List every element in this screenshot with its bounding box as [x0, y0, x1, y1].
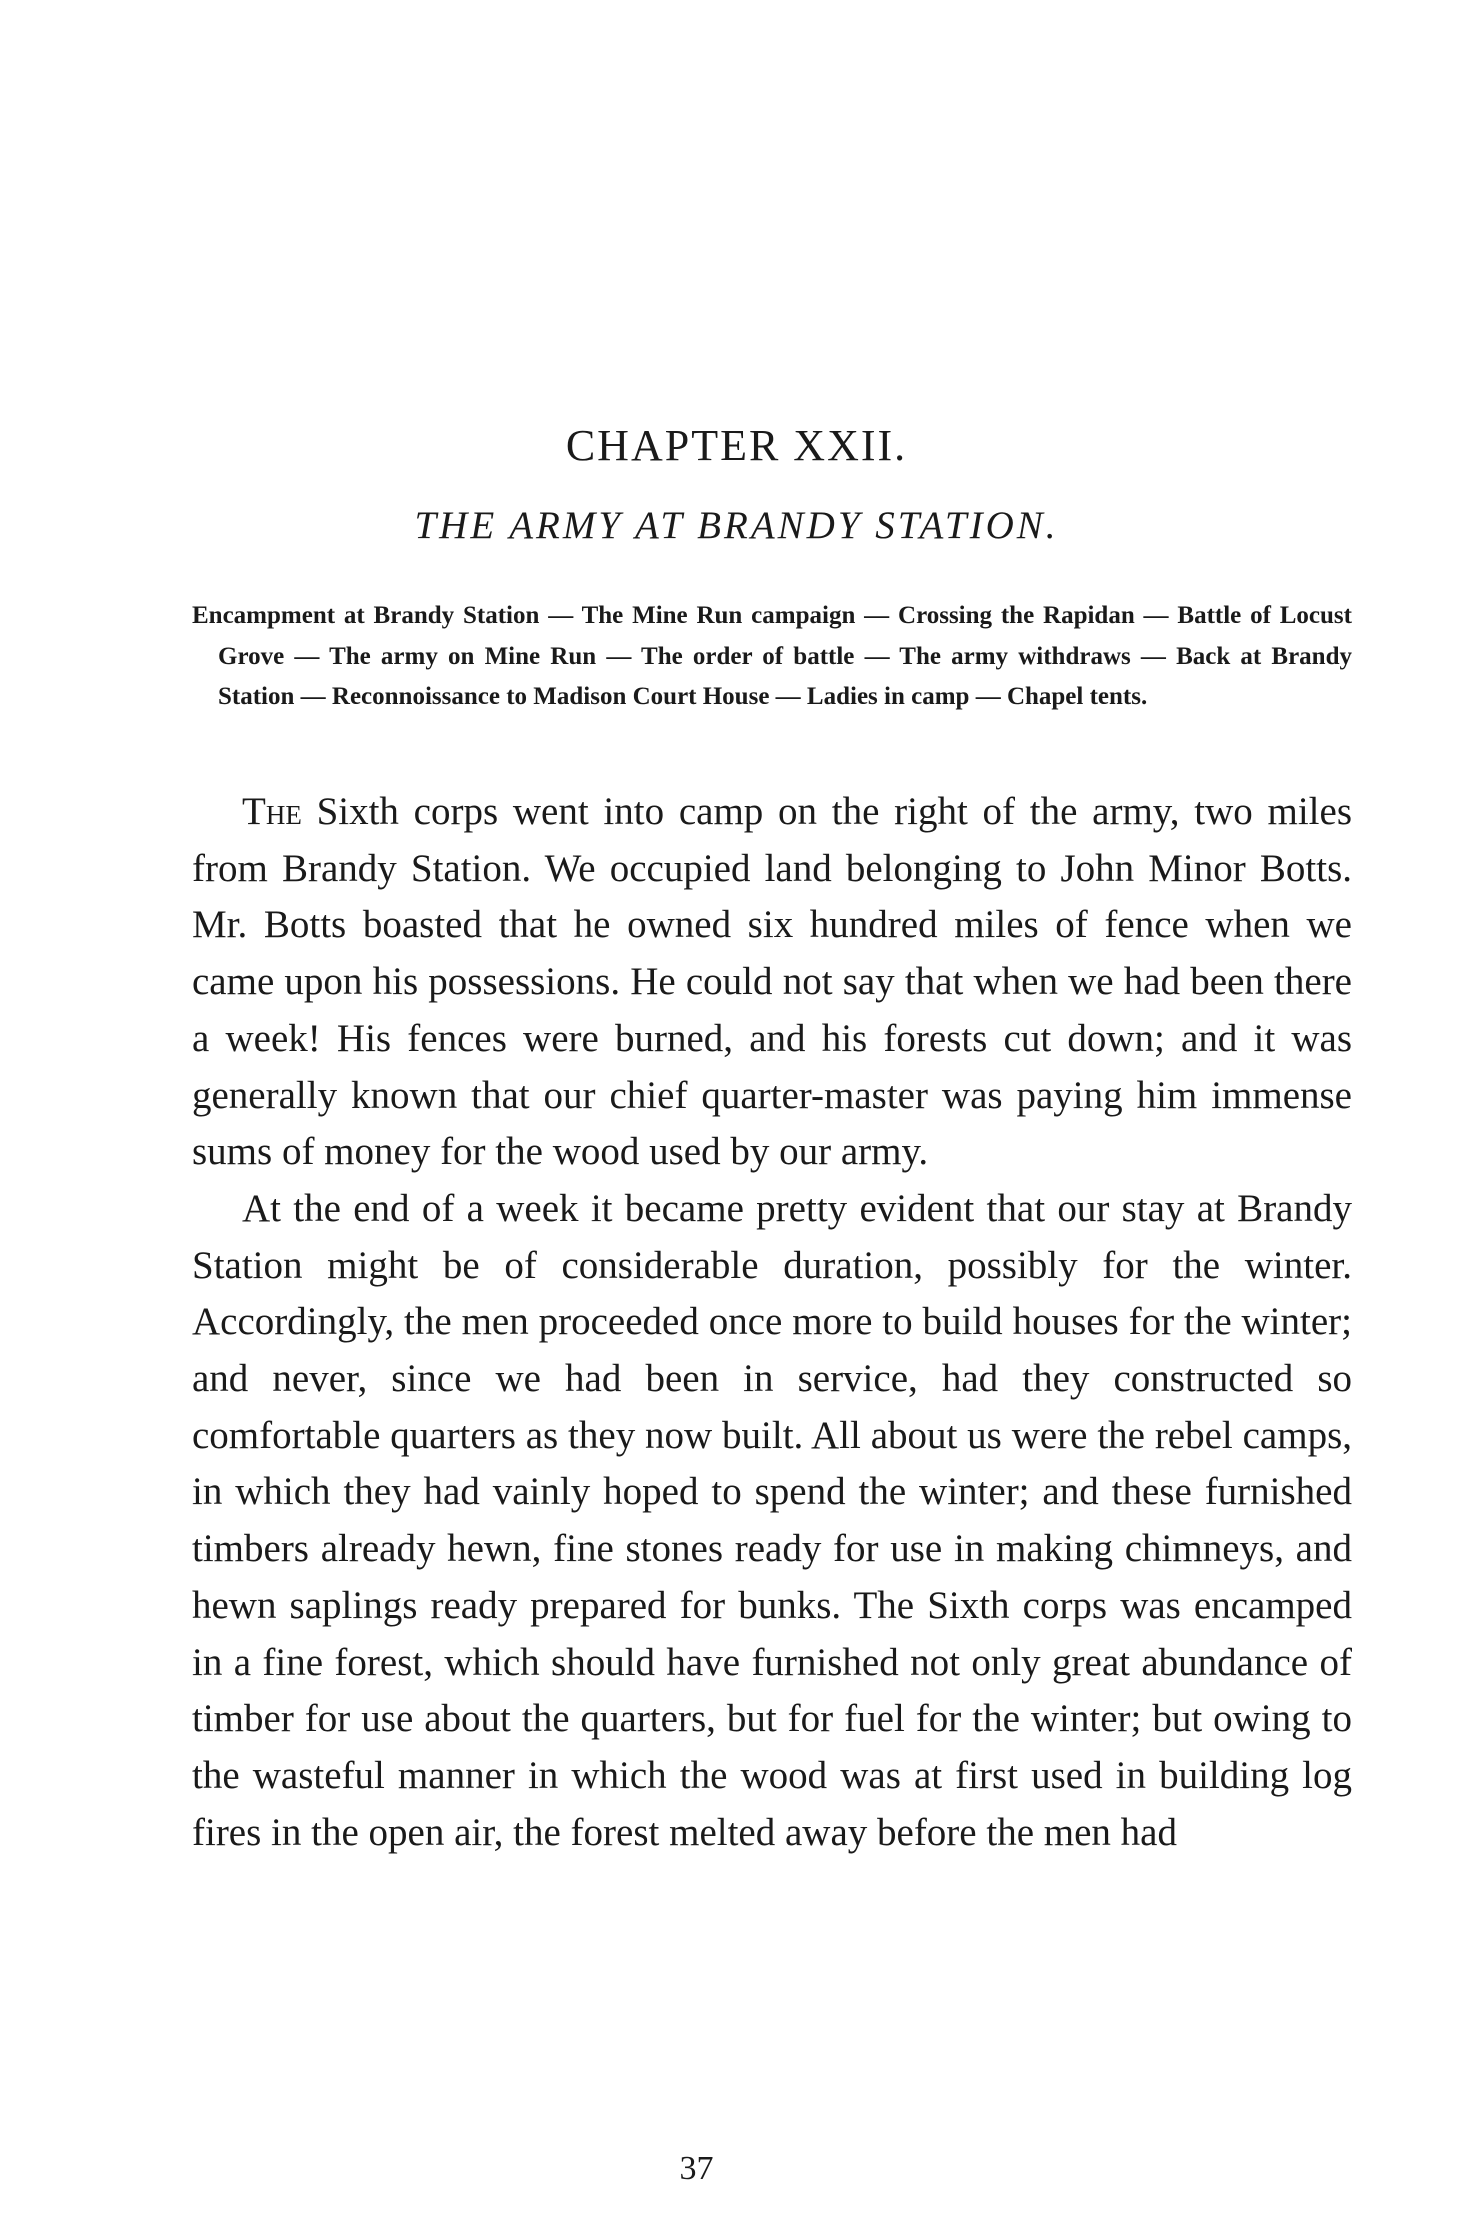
page-number: 37: [679, 2150, 714, 2187]
chapter-synopsis: Encampment at Brandy Station — The Mine Run campaign — Crossing the Rapidan — Battle of Locust Grove — The army on Mine Run — The order of battle — The army withdraws — Back at Brandy Station — Reconnoissance to Madison Court House — Ladies in camp — Chapel tents.: [192, 602, 1352, 710]
chapter-body: [192, 784, 1352, 1861]
paragraph-opening-word: The: [242, 790, 302, 833]
chapter-number: CHAPTER XXII.: [565, 421, 908, 470]
paragraph-1-text: Sixth corps went into camp on the right of the army, two miles from Brandy Station. We occupied land belonging to John Minor Botts. Mr. Botts boasted that he owned six hundred miles of fence when we came upon his possessions. He could not say that when we had been there a week! His fences were burned, and his forests cut down; and it was generally known that our chief quarter-master was paying him immense sums of money for the wood used by our army.: [192, 790, 1352, 1174]
body-paragraph-2: At the end of a week it became pretty evident that our stay at Brandy Station might be of considerable duration, possibly for the winter. Accordingly, the men proceeded once more to build houses for the winter; and never, since we had been in service, had they constructed so comfortable quarters as they now built. All about us were the rebel camps, in which they had vainly hoped to spend the winter; and these furnished timbers already hewn, fine stones ready for use in making chimneys, and hewn saplings ready prepared for bunks. The Sixth corps was encamped in a fine forest, which should have furnished not only great abundance of timber for use about the quarters, but for fuel for the winter; but owing to the wasteful manner in which the wood was at first used in building log fires in the open air, the forest melted away before the men had: [192, 1186, 1352, 1854]
body-paragraph-1: [192, 784, 1352, 1181]
chapter-title: THE ARMY AT BRANDY STATION.: [414, 504, 1059, 547]
